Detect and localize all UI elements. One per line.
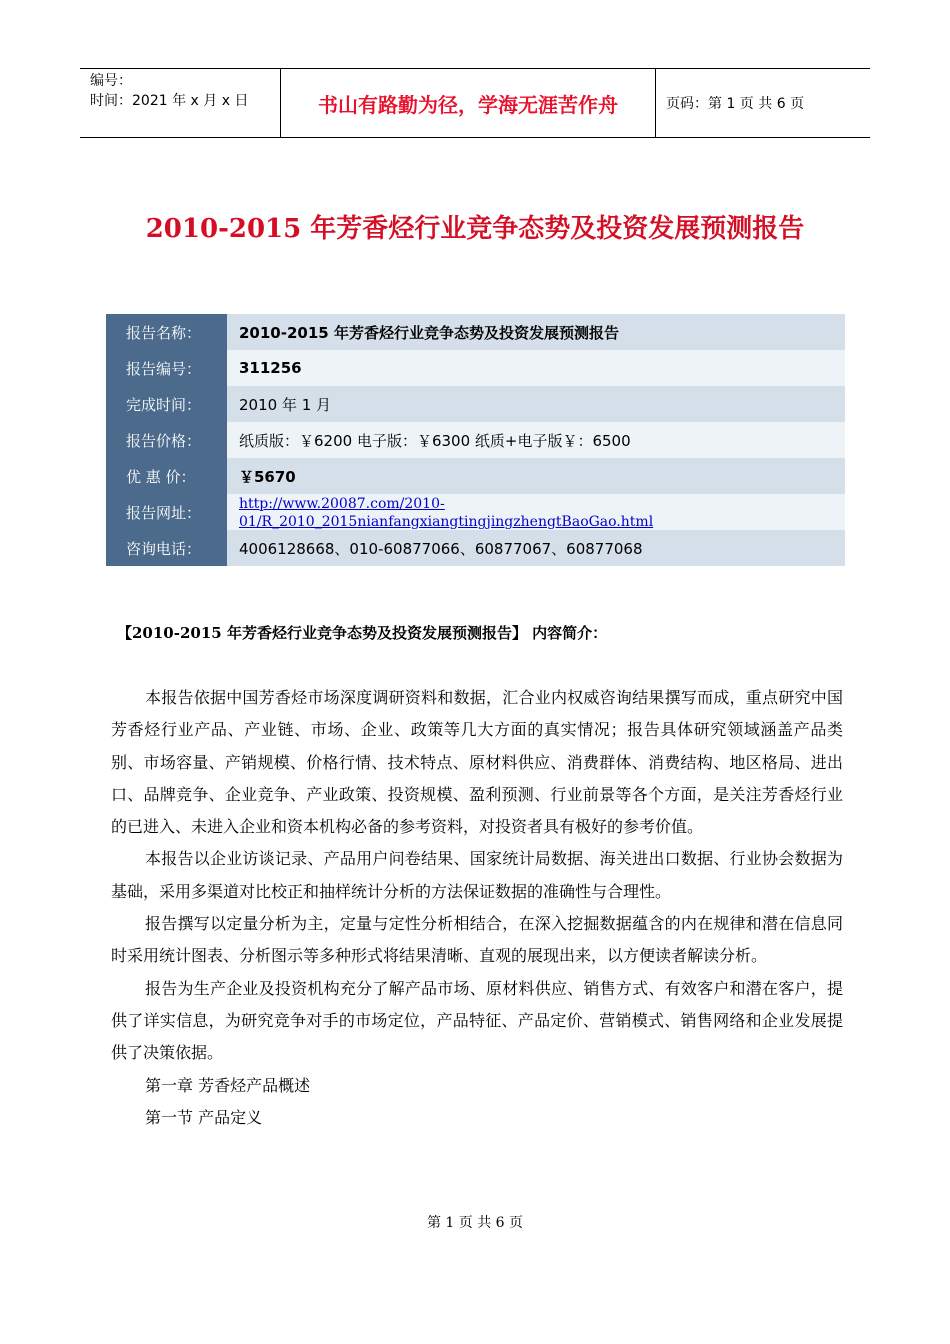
section-heading: 第一节 产品定义 — [145, 1107, 263, 1127]
info-value-date: 2010 年 1 月 — [227, 386, 845, 422]
document-header — [80, 68, 870, 138]
header-page-label: 页码：第 1 页 共 6 页 — [666, 96, 805, 112]
info-value-number: 311256 — [227, 350, 845, 386]
info-row-price — [106, 422, 845, 458]
info-value-discount: ￥5670 — [227, 458, 845, 494]
date-label: 时间：2021 年 x 月 x 日 — [90, 93, 249, 109]
number-label: 编号： — [90, 73, 132, 89]
header-motto: 书山有路勤为径，学海无涯苦作舟 — [280, 69, 656, 137]
report-info-table — [106, 314, 845, 566]
header-meta — [80, 69, 280, 137]
info-value-phone: 4006128668、010-60877066、60877067、60877068 — [227, 530, 845, 566]
page-footer: 第 1 页 共 6 页 — [426, 1215, 524, 1231]
info-key: 报告编号： — [106, 350, 227, 386]
paragraph: 本报告依据中国芳香烃市场深度调研资料和数据，汇合业内权威咨询结果撰写而成，重点研究中国芳香烃行业产品、产业链、市场、企业、政策等几大方面的真实情况；报告具体研究领域涵盖产品类别、市场容量、产销规模、价格行情、技术特点、原材料供应、消费群体、消费结构、地区格局、进出口、品牌竞争、企业竞争、产业政策、投资规模、盈利预测、行业前景等各个方面，是关注芳香烃行业的已进入、未进入企业和资本机构必备的参考资料，对投资者具有极好的参考价值。 — [111, 688, 843, 837]
info-key: 报告网址： — [106, 494, 227, 530]
info-key: 咨询电话： — [106, 530, 227, 566]
info-row-number — [106, 350, 845, 386]
report-url-link[interactable]: http://www.20087.com/2010-01/R_2010_2015nianfangxiangtingjingzhengtBaoGao.html — [239, 496, 654, 530]
document-title: 2010-2015 年芳香烃行业竞争态势及投资发展预测报告 — [145, 214, 805, 244]
info-row-name — [106, 314, 845, 350]
info-row-url — [106, 494, 845, 530]
info-key: 报告名称： — [106, 314, 227, 350]
info-key: 完成时间： — [106, 386, 227, 422]
paragraph: 报告撰写以定量分析为主，定量与定性分析相结合，在深入挖掘数据蕴含的内在规律和潜在信息同时采用统计图表、分析图示等多种形式将结果清晰、直观的展现出来，以方便读者解读分析。 — [111, 914, 843, 966]
paragraph: 本报告以企业访谈记录、产品用户问卷结果、国家统计局数据、海关进出口数据、行业协会数据为基础，采用多渠道对比校正和抽样统计分析的方法保证数据的准确性与合理性。 — [111, 849, 843, 901]
info-value-name: 2010-2015 年芳香烃行业竞争态势及投资发展预测报告 — [227, 314, 845, 350]
info-row-date — [106, 386, 845, 422]
chapter-heading: 第一章 芳香烃产品概述 — [145, 1075, 311, 1095]
paragraph: 报告为生产企业及投资机构充分了解产品市场、原材料供应、销售方式、有效客户和潜在客户，提供了详实信息，为研究竞争对手的市场定位，产品特征、产品定价、营销模式、销售网络和企业发展提供了决策依据。 — [111, 978, 843, 1063]
info-key: 优 惠 价： — [106, 458, 227, 494]
document-body — [111, 682, 843, 1134]
intro-heading: 【2010-2015 年芳香烃行业竞争态势及投资发展预测报告】 内容简介： — [117, 624, 608, 642]
info-row-discount — [106, 458, 845, 494]
info-key: 报告价格： — [106, 422, 227, 458]
info-row-phone — [106, 530, 845, 566]
info-value-price: 纸质版：￥6200 电子版：￥6300 纸质+电子版￥：6500 — [227, 422, 845, 458]
